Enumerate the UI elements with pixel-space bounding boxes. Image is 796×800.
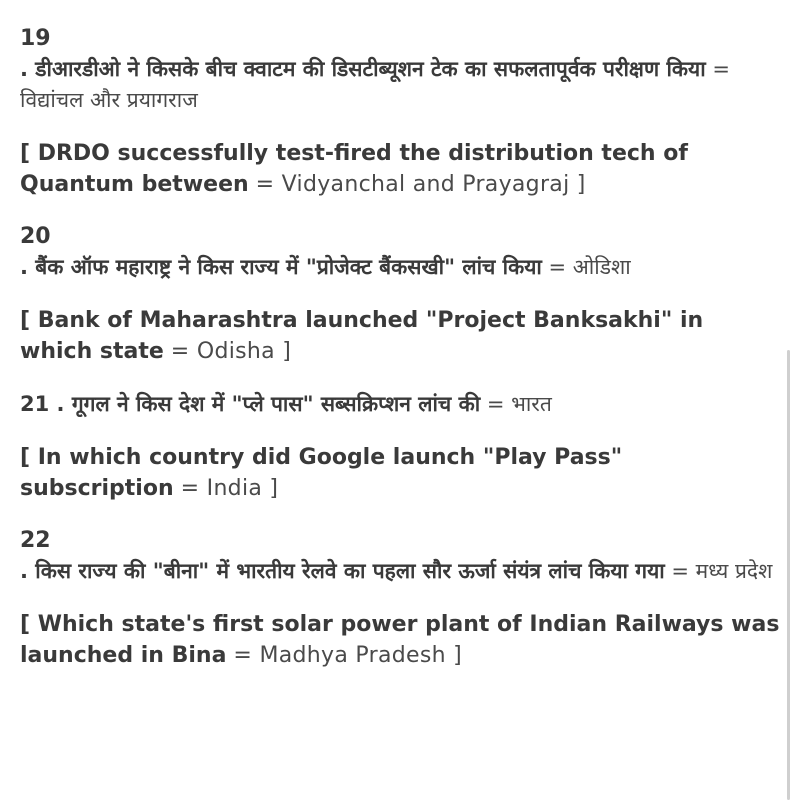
hindi-answer: = मध्य प्रदेश (671, 559, 773, 583)
hindi-question-text: . किस राज्य की "बीना" में भारतीय रेलवे का पहला सौर ऊर्जा संयंत्र लांच किया गया (20, 559, 665, 583)
hindi-question (20, 556, 780, 587)
english-question (20, 442, 780, 504)
english-answer: = Vidyanchal and Prayagraj ] (255, 172, 586, 197)
hindi-question (20, 389, 780, 420)
scrollbar[interactable] (787, 350, 790, 800)
english-question-text: [ DRDO successfully test-fired the distribution tech of Quantum between (20, 141, 688, 197)
english-question (20, 138, 780, 200)
english-question (20, 609, 780, 671)
question-number: 19 (20, 26, 51, 51)
hindi-answer: = भारत (486, 392, 552, 416)
message-content (20, 24, 780, 693)
english-answer: = India ] (180, 476, 279, 501)
english-question-text: [ Which state's first solar power plant of Indian Railways was launched in Bina (20, 612, 780, 668)
english-answer: = Odisha ] (170, 339, 292, 364)
question-number: 22 (20, 528, 51, 553)
question-block-20 (20, 222, 780, 367)
question-block-19 (20, 24, 780, 200)
english-answer: = Madhya Pradesh ] (233, 643, 463, 668)
hindi-question-text: 21 . गूगल ने किस देश में "प्ले पास" सब्सक्रिप्शन लांच की (20, 392, 481, 416)
question-number: 20 (20, 224, 51, 249)
question-block-22 (20, 526, 780, 671)
hindi-question (20, 252, 780, 283)
english-question-text: [ In which country did Google launch "Play Pass" subscription (20, 445, 623, 501)
question-block-21 (20, 389, 780, 504)
hindi-answer: = विद्यांचल और प्रयागराज (20, 57, 730, 112)
english-question (20, 305, 780, 367)
english-question-text: [ Bank of Maharashtra launched "Project Banksakhi" in which state (20, 308, 704, 364)
hindi-question (20, 54, 780, 116)
hindi-question-text: . बैंक ऑफ महाराष्ट्र ने किस राज्य में "प्रोजेक्ट बैंकसखी" लांच किया (20, 255, 542, 279)
hindi-answer: = ओडिशा (548, 255, 631, 279)
hindi-question-text: . डीआरडीओ ने किसके बीच क्वाटम की डिसटीब्यूशन टेक का सफलतापूर्वक परीक्षण किया (20, 57, 706, 81)
